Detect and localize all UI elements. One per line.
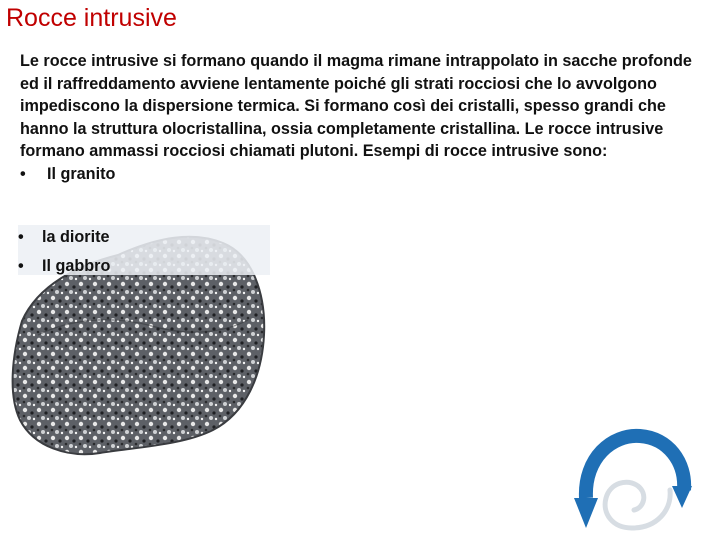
bullet-text: la diorite bbox=[42, 228, 110, 246]
circular-return-arrow-icon[interactable] bbox=[572, 428, 692, 536]
bullet-text: Il gabbro bbox=[42, 257, 111, 275]
bullet-item-gabbro bbox=[18, 257, 110, 276]
body-text bbox=[20, 50, 695, 186]
slide-title: Rocce intrusive bbox=[6, 4, 177, 32]
body-paragraph: Le rocce intrusive si formano quando il magma rimane intrappolato in sacche profonde ed il raffreddamento avviene lentamente poiché gli strati rocciosi che lo avvolgono impediscono la dispersione termica. Si formano così dei cristalli, spesso grandi che hanno la struttura olocristallina, ossia completamente cristallina. Le rocce intrusive formano ammassi rocciosi chiamati plutoni. Esempi di rocce intrusive sono: bbox=[20, 52, 692, 161]
bullet-highlight-panel bbox=[18, 225, 270, 275]
bullet-dot bbox=[20, 163, 47, 186]
bullet-dot bbox=[18, 257, 42, 276]
bullet-dot bbox=[18, 228, 42, 247]
bullet-text: Il granito bbox=[47, 164, 116, 183]
bullet-item-granite bbox=[20, 163, 695, 186]
bullet-item-diorite bbox=[18, 228, 109, 247]
